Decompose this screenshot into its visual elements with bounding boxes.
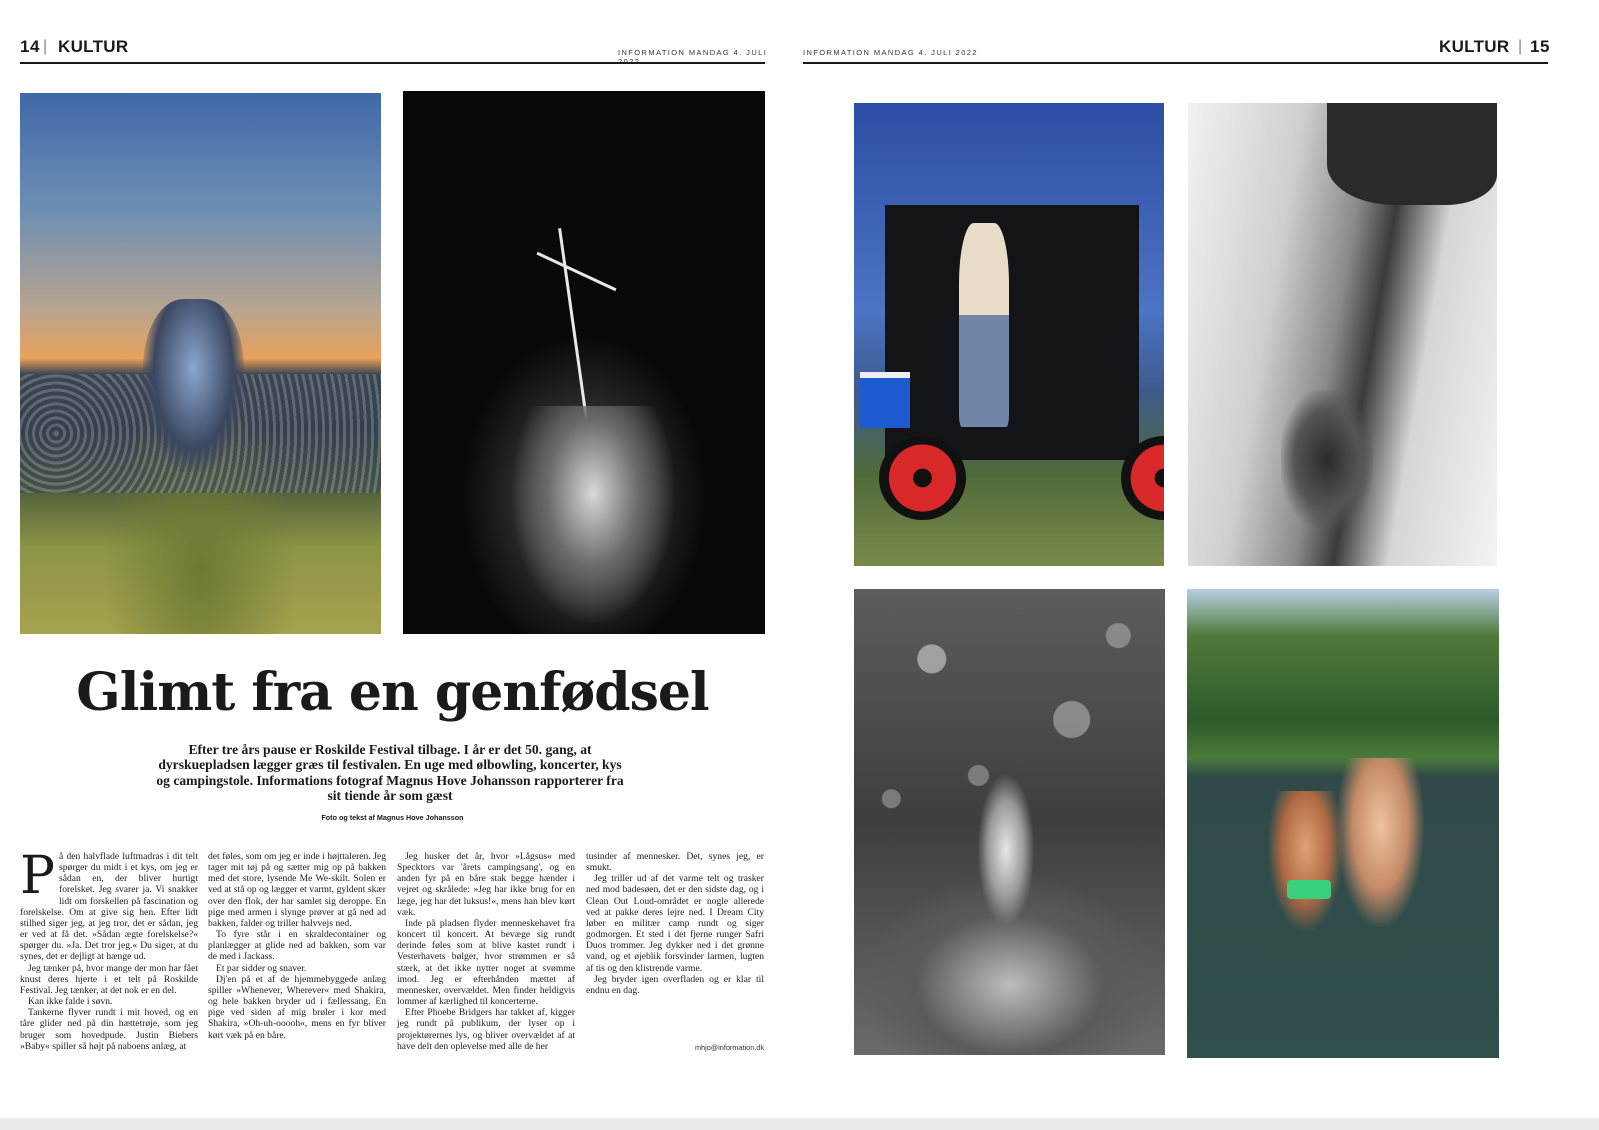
dateline: INFORMATION MANDAG 4. JULI	[618, 48, 768, 57]
paragraph: To fyre står i en skraldecontainer og planlægger at glide ned ad bakken, som var de med i Jackass.	[208, 929, 386, 963]
text-column-4	[586, 851, 764, 996]
photo-swimmers	[1187, 589, 1499, 1058]
photo-shadow-detail	[1281, 390, 1374, 529]
folio-divider: |	[1518, 38, 1523, 55]
dropcap: P	[20, 846, 55, 906]
paragraph: Tankerne flyver rundt i mit hoved, og en tåre glider ned på din hættetrøje, som jeg bruger som hovedpude. Justin Biebers »Baby« spiller så højt på naboens anlæg, at	[20, 1007, 198, 1052]
photo-cap-detail	[1327, 103, 1497, 205]
paragraph: Jeg husker det år, hvor »Lågsus« med Specktors var 'årets campingsang', og en anden fyr på en båre stak begge hænder i vejret og skrålede: »Jeg har ikke brug for en læge, jeg har det luksus!«, mens han blev kørt væk.	[397, 851, 575, 918]
paragraph: Dj'en på et af de hjemmebyggede anlæg spiller »Whenever, Wherever« med Shakira, og hele bakken bryder ud i fællessang. En pige ved siden af mig brøler i kor med Shakira, »Oh-uh-ooooh«, mens en fyr bliver kørt væk på en båre.	[208, 973, 386, 1041]
paragraph: Jeg triller ud af det varme telt og trasker ned mod badesøen, det er den sidste dag, og i Clean Out Loud-området er nogle allerede ved at pakke deres lejre ned. I Dream City løber en militær camp rundt og siger godmorgen. Et sted i det fjerne runger Safri Duos trommer. Jeg dykker ned i det grønne vand, og et øjeblik forsvinder larmen, lugten af tis og den klistrende varme.	[586, 873, 764, 974]
photo-crossbar-detail	[537, 252, 617, 291]
photo-cooler-detail	[860, 372, 910, 429]
paragraph: Jeg bryder igen overfladen og er klar til endnu en dag.	[586, 973, 764, 996]
photo-crowd-detail	[512, 406, 675, 623]
left-page	[0, 0, 790, 1130]
headline: Glimt fra en genfødsel	[76, 662, 709, 723]
page-number: 15	[1530, 37, 1550, 56]
photo-person-detail	[959, 223, 1009, 427]
photo-girl-detail	[1268, 791, 1343, 932]
paragraph: det føles, som om jeg er inde i højttaleren. Jeg tager mit tøj på og sætter mig op på bakken med det store, lysende Me We-skilt. Solen er ved at stå op og lægger et varmt, gyldent skær over den flok, der har samlet sig deroppe. En pige med armen i slynge prøver at gå ned ad bakken, falder og triller halvvejs ned.	[208, 851, 386, 929]
photo-sunset-couple	[20, 93, 381, 634]
paragraph: Et par sidder og snaver.	[216, 962, 307, 974]
header-rule	[20, 62, 765, 64]
paragraph: Kan ikke falde i søvn.	[28, 996, 113, 1008]
standfirst: Efter tre års pause er Roskilde Festival tilbage. I år er det 50. gang, at dyrskuepladsen lægger græs til festivalen. En uge med ølbowling, koncerter, kys og campingstole. Informations fotograf Magnus Hove Johansson rapporterer fra sit tiende år som gæst	[156, 742, 624, 804]
paragraph: tusinder af mennesker. Det, synes jeg, er smukt.	[586, 851, 764, 874]
photo-kiss	[1188, 103, 1497, 566]
text-column-3	[397, 851, 575, 1052]
folio-divider: |	[43, 38, 48, 55]
paragraph	[20, 846, 198, 963]
paragraph: Jeg tænker på, hvor mange der mon har fået knust deres hjerte i et telt på Roskilde Festival. Jeg tænker, at det nok er en del.	[20, 962, 198, 996]
photo-boy-detail	[1337, 758, 1424, 927]
photo-blue-stage	[854, 103, 1164, 566]
photo-couple-detail	[143, 299, 244, 472]
section-label: KULTUR	[58, 37, 129, 56]
photo-swimwear-detail	[1287, 880, 1331, 899]
paragraph: Efter Phoebe Bridgers har takket af, kigger jeg rundt på publikum, der lyser op i projektørernes lys, og bliver overvældet af at have delt den oplevelse med alle de her	[397, 1007, 575, 1052]
section-label: KULTUR	[1439, 37, 1510, 56]
byline: Foto og tekst af Magnus Hove Johansson	[321, 813, 464, 822]
author-email: mhjo@information.dk	[694, 1043, 764, 1052]
photo-night-cross	[403, 91, 765, 634]
dateline: INFORMATION MANDAG 4. JULI 2022	[803, 48, 978, 57]
text-column-1	[20, 846, 198, 1052]
photo-night-bokeh	[854, 589, 1165, 1055]
photo-wheel-detail	[879, 436, 966, 519]
header-rule	[803, 62, 1548, 64]
text-column-2	[208, 851, 386, 1041]
right-page	[803, 0, 1599, 1130]
photo-rig-detail	[885, 205, 1139, 460]
paragraph-text: å den halvflade luftmadras i dit telt spørger du midt i et kys, om jeg er sådan en, der bliver hurtigt forelsket. Jeg svarer ja. Vi snakker lidt om forskellen på fascination og forelskelse. Om at give sig hen. Efter lidt stilhed siger jeg, at jeg tror, det er sådan, jeg er ved at få det. »Sådan ægte forelskelse?« spørger du. »Ja. Det tror jeg.« Du siger, at du synes, det er dejligt at hænge ud.	[20, 851, 198, 963]
paragraph: Inde på pladsen flyder menneskehavet fra koncert til koncert. At bevæge sig rundt derinde føles som at blive kastet rundt i Vesterhavets bølger, hvor strømmen er så stærk, at det ikke nytter noget at svømme imod. Jeg er efterhånden mættet af mennesker, overvældet. Men finder heldigvis lommer af kærlighed til koncerterne.	[397, 917, 575, 1008]
photo-figure-detail	[978, 775, 1034, 924]
page-number: 14	[20, 37, 40, 56]
